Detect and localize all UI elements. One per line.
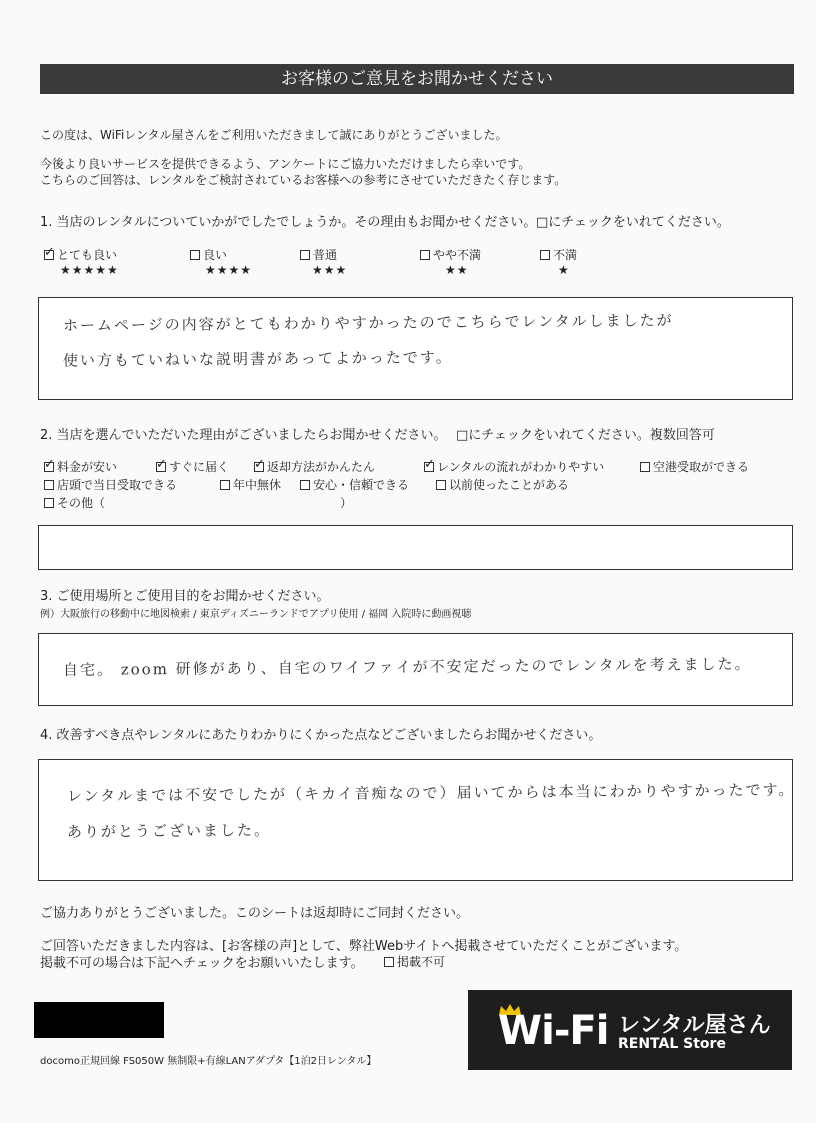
- no-publish-option[interactable]: 掲載不可: [384, 953, 445, 970]
- q2-option-other[interactable]: その他（: [44, 494, 105, 511]
- checkbox[interactable]: [436, 480, 446, 490]
- q1-stars-2: ★★: [445, 263, 469, 277]
- logo-wifi-text: Wi-Fi: [498, 1008, 609, 1054]
- q1-stars-1: ★: [558, 263, 570, 277]
- q4-answer-line-2: ありがとうございました。: [66, 821, 272, 841]
- q2-instruction: □にチェックをいれてください。複数回答可: [456, 428, 715, 443]
- checkbox[interactable]: [190, 250, 200, 260]
- q1-option-very-good[interactable]: ✓とても良い: [44, 246, 117, 263]
- checkbox[interactable]: [424, 462, 434, 472]
- q3-answer-box[interactable]: [38, 633, 793, 706]
- intro-line-1: この度は、WiFiレンタル屋さんをご利用いただきまして誠にありがとうございました。: [40, 128, 508, 142]
- checkbox[interactable]: [254, 462, 264, 472]
- q2-option-used-before[interactable]: 以前使ったことがある: [436, 476, 569, 493]
- q1-option-dissatisfied[interactable]: 不満: [540, 246, 577, 263]
- checkbox[interactable]: [640, 462, 650, 472]
- redacted-block: [34, 1002, 164, 1038]
- q1-answer-box[interactable]: [38, 297, 793, 400]
- checkbox[interactable]: [44, 480, 54, 490]
- page-title: お客様のご意見をお聞かせください: [40, 64, 794, 94]
- q1-question: 1. 当店のレンタルについていかがでしたでしょうか。その理由もお聞かせください。: [40, 215, 537, 230]
- q2-question: 2. 当店を選んでいただいた理由がございましたらお聞かせください。: [40, 428, 447, 443]
- checkbox[interactable]: [540, 250, 550, 260]
- q2-option-cheap[interactable]: ✓料金が安い: [44, 458, 117, 475]
- q4-question: 4. 改善すべき点やレンタルにあたりわかりにくかった点などございましたらお聞かせください。: [40, 728, 602, 743]
- q2-answer-box[interactable]: [38, 525, 793, 570]
- product-description: docomo正規回線 FS050W 無制限+有線LANアダプタ【1泊2日レンタル】: [40, 1056, 377, 1067]
- q1-option-normal[interactable]: 普通: [300, 246, 337, 263]
- checkbox[interactable]: [300, 250, 310, 260]
- q2-option-airport-pickup[interactable]: 空港受取ができる: [640, 458, 749, 475]
- q1-option-good[interactable]: 良い: [190, 246, 227, 263]
- q1-answer-line-2: 使い方もていねいな説明書があってよかったです。: [62, 348, 453, 370]
- q1-option-somewhat-dissatisfied[interactable]: やや不満: [420, 246, 481, 263]
- footer-publish-1: ご回答いただきました内容は、[お客様の声]として、弊社Webサイトへ掲載させていただくことがございます。: [40, 939, 688, 954]
- q2-option-open-all-year[interactable]: 年中無休: [220, 476, 281, 493]
- q3-example: 例）大阪旅行の移動中に地図検索 / 東京ディズニーランドでアプリ使用 / 福岡 入院時に動画視聴: [40, 609, 472, 620]
- checkbox[interactable]: [420, 250, 430, 260]
- q4-answer-line-1: レンタルまでは不安でしたが（キカイ音痴なので）届いてからは本当にわかりやすかったです。: [66, 780, 796, 806]
- q1-stars-5: ★★★★★: [60, 263, 119, 277]
- checkbox[interactable]: [156, 462, 166, 472]
- checkbox[interactable]: [300, 480, 310, 490]
- checkbox[interactable]: [384, 957, 394, 967]
- checkbox[interactable]: [220, 480, 230, 490]
- intro-line-3: こちらのご回答は、レンタルをご検討されているお客様への参考にさせていただきたく存じます。: [40, 173, 567, 187]
- q3-answer: 自宅。 zoom 研修があり、自宅のワイファイが不安定だったのでレンタルを考えました。: [62, 654, 752, 680]
- checkbox[interactable]: [44, 250, 54, 260]
- q2-other-close: ）: [340, 496, 353, 510]
- q2-option-easy-flow[interactable]: ✓ レンタルの流れがわかりやすい: [424, 458, 604, 475]
- q3-question: 3. ご使用場所とご使用目的をお聞かせください。: [40, 589, 330, 604]
- footer-thanks: ご協力ありがとうございました。このシートは返却時にご同封ください。: [40, 906, 470, 921]
- q1-instruction: □にチェックをいれてください。: [536, 215, 730, 230]
- q2-option-easy-return[interactable]: ✓ 返却方法がかんたん: [254, 458, 375, 475]
- q1-answer-line-1: ホームページの内容がとてもわかりやすかったのでこちらでレンタルしましたが: [62, 311, 674, 335]
- q2-option-store-pickup[interactable]: 店頭で当日受取できる: [44, 476, 177, 493]
- q1-stars-4: ★★★★: [205, 263, 253, 277]
- checkbox[interactable]: [44, 462, 54, 472]
- logo-en-text: RENTAL Store: [618, 1036, 726, 1052]
- company-logo: [468, 990, 792, 1070]
- logo-jp-text: レンタル屋さん: [618, 1013, 771, 1038]
- q2-option-trustworthy[interactable]: 安心・信頼できる: [300, 476, 409, 493]
- q4-answer-box[interactable]: [38, 759, 796, 881]
- intro-line-2: 今後より良いサービスを提供できるよう、アンケートにご協力いただけましたら幸いです。: [40, 157, 531, 171]
- checkbox[interactable]: [44, 498, 54, 508]
- q1-stars-3: ★★★: [312, 263, 348, 277]
- q2-option-fast-delivery[interactable]: ✓ すぐに届く: [156, 458, 229, 475]
- footer-publish-2: 掲載不可の場合は下記へチェックをお願いいたします。: [40, 956, 364, 971]
